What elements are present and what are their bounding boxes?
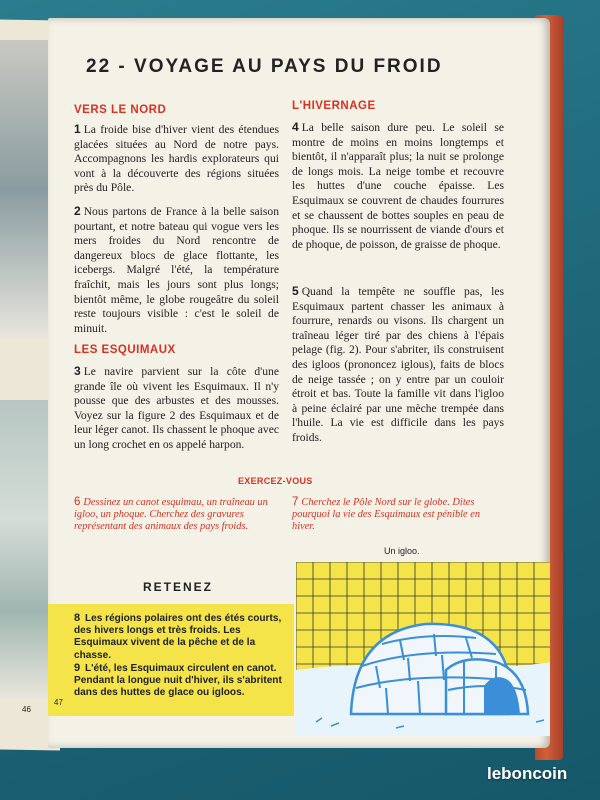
paragraph-number: 4 [292, 120, 299, 134]
book-page [48, 18, 550, 748]
retenez-item-8 [74, 612, 292, 662]
section-title-hivernage: L'HIVERNAGE [292, 100, 376, 112]
paragraph-1 [74, 122, 279, 196]
retenez-item-9 [74, 662, 292, 700]
exercise-number: 7 [292, 496, 299, 508]
paragraph-text: Nous partons de France à la belle saison pourtant, et notre bateau qui vogue vers les mers froides du Nord rencontre de dangereux blocs de glace flottante, les icebergs. Malgré l'été, la température fraîchit, mais les jours sont plus longs; bientôt même, le globe rougeâtre du soleil reste toujours visible : c'est le soleil de minuit. [74, 205, 279, 335]
paragraph-number: 1 [74, 122, 81, 136]
paragraph-number: 3 [74, 364, 81, 378]
exercise-6 [74, 496, 279, 533]
paragraph-3 [74, 364, 279, 453]
paragraph-5 [292, 284, 504, 446]
exercises-title: EXERCEZ-VOUS [238, 476, 313, 486]
paragraph-4 [292, 120, 504, 252]
retenez-title: RETENEZ [143, 580, 214, 594]
retenez-item-text: Les régions polaires ont des étés courts, des hivers longs et très froids. Les Esquimaux vivent de la pêche et de la chasse. [74, 613, 282, 661]
paragraph-text: La froide bise d'hiver vient des étendues glacées situées au Nord de notre pays. Accompagnons les hardis explorateurs qui vont à la découverte des régions situées près du Pôle. [74, 123, 279, 195]
retenez-text [74, 612, 292, 699]
paragraph-2 [74, 204, 279, 336]
igloo-figure [296, 562, 550, 736]
retenez-number: 9 [74, 661, 81, 674]
left-page-illustration [0, 40, 48, 340]
page-number-right: 47 [54, 698, 63, 707]
paragraph-number: 2 [74, 204, 81, 218]
exercise-7 [292, 496, 504, 533]
exercise-number: 6 [74, 496, 81, 508]
paragraph-text: Le navire parvient sur la côte d'une grande île où vivent les Esquimaux. Il n'y pousse que des arbustes et des mousses. Voyez sur la figure 2 des Esquimaux et de leur léger canot. Ils chassent le phoque avec un long crochet en os appelé harpon. [74, 365, 279, 451]
paragraph-number: 5 [292, 284, 299, 298]
page-number-left: 46 [22, 705, 31, 714]
left-page-illustration-lower [0, 400, 48, 700]
exercise-text: Dessinez un canot esquimau, un traîneau un igloo, un phoque. Cherchez des gravures représentant des animaux des pays froids. [74, 497, 268, 532]
section-title-vers-le-nord: VERS LE NORD [74, 104, 167, 116]
retenez-number: 8 [74, 612, 81, 624]
figure-caption: Un igloo. [384, 546, 420, 556]
exercise-text: Cherchez le Pôle Nord sur le globe. Dites pourquoi la vie des Esquimaux est pénible en hiver. [292, 497, 481, 532]
section-title-esquimaux: LES ESQUIMAUX [74, 344, 176, 356]
leboncoin-watermark: leboncoin [487, 764, 568, 783]
retenez-item-text: L'été, les Esquimaux circulent en canot. Pendant la longue nuit d'hiver, ils s'abritent dans des huttes de glace ou igloos. [74, 662, 282, 699]
paragraph-text: La belle saison dure peu. Le soleil se montre de moins en moins longtemps et bientôt, il n'apparaît plus; la nuit se prolonge de longs mois. La neige tombe et recouvre les huttes d'une couche épaisse. Les Esquimaux se couvrent de chaudes fourrures et se chaussent de bottes souples en peau de phoque. Ils se nourrissent de viande d'ours et de phoque, de poisson, de graisse de phoque. [292, 121, 504, 251]
paragraph-text: Quand la tempête ne souffle pas, les Esquimaux partent chasser les animaux à fourrure, renards ou visons. Ils chargent un traîneau léger tiré par des chiens à l'épais pelage (fig. 2). Pour s'abriter, ils construisent des igloos (prononcez iglous), faits de blocs de neige tassée ; on y entre par un couloir étroit et bas. Toute la famille vit dans l'igloo à peine éclairé par une mèche trempée dans l'huile. La vie est difficile dans les pays froids. [292, 285, 504, 444]
page-title: 22 - VOYAGE AU PAYS DU FROID [86, 56, 443, 77]
